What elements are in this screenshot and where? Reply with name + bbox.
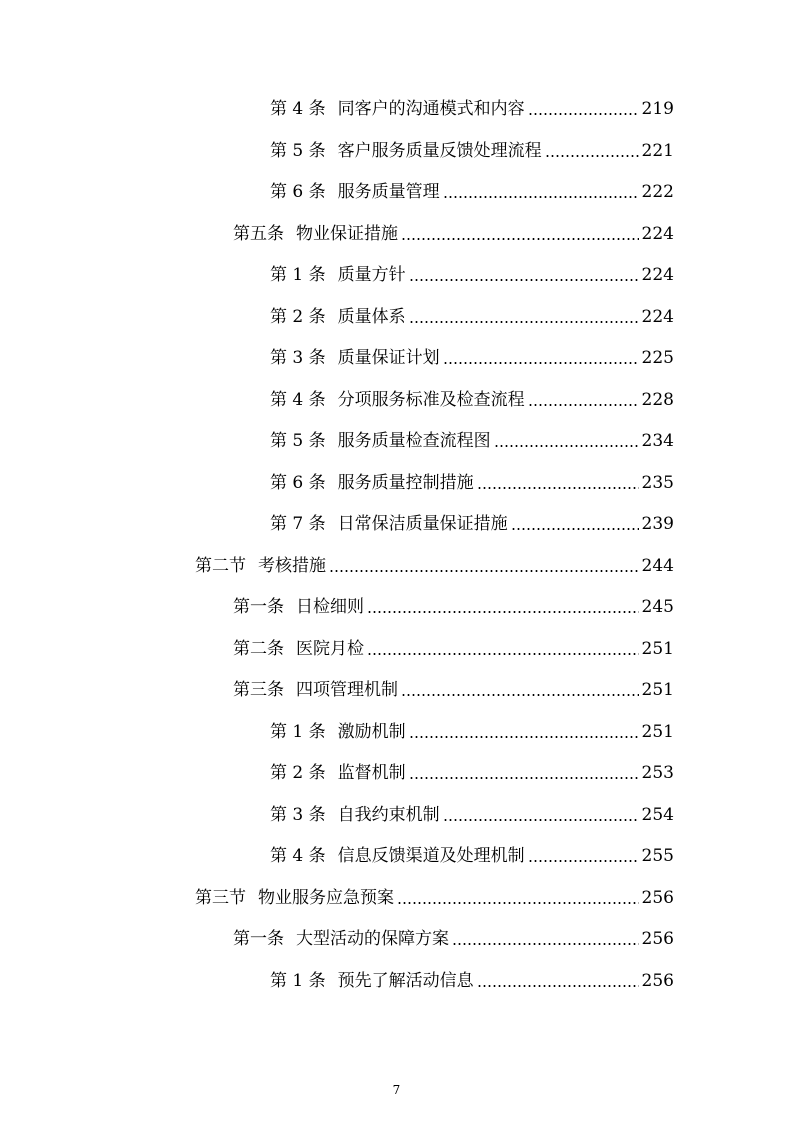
toc-entry[interactable] [270,137,674,165]
toc-leader-dots [367,611,639,613]
toc-entry-page: 251 [641,680,674,700]
toc-entry[interactable] [270,718,674,746]
toc-entry-page: 251 [641,639,674,659]
toc-entry-title: 监督机制 [337,763,406,783]
toc-entry-page: 219 [641,99,674,119]
toc-leader-dots [409,321,639,323]
toc-leader-dots [443,819,639,821]
toc-leader-dots [329,570,639,572]
toc-leader-dots [443,362,639,364]
toc-entry-page: 254 [641,805,674,825]
toc-entry-page: 224 [641,224,674,244]
toc-entry-number: 第 5 条 [270,431,326,451]
toc-entry-title: 预先了解活动信息 [337,971,474,991]
toc-entry-title: 服务质量检查流程图 [337,431,491,451]
toc-entry[interactable] [270,95,674,123]
toc-entry-number: 第二节 [195,556,246,576]
toc-entry[interactable] [270,427,674,455]
toc-leader-dots [397,902,639,904]
toc-entry-number: 第 1 条 [270,265,326,285]
toc-entry-title: 分项服务标准及检查流程 [337,390,525,410]
toc-entry[interactable] [270,510,674,538]
toc-entry-title: 激励机制 [337,722,406,742]
toc-entry-number: 第 2 条 [270,763,326,783]
toc-leader-dots [452,943,639,945]
toc-entry-number: 第 5 条 [270,141,326,161]
toc-entry-page: 244 [641,556,674,576]
toc-entry-page: 221 [641,141,674,161]
toc-entry-title: 自我约束机制 [337,805,440,825]
toc-entry-number: 第 3 条 [270,348,326,368]
toc-leader-dots [528,860,639,862]
toc-leader-dots [409,279,639,281]
toc-leader-dots [443,196,639,198]
toc-leader-dots [401,694,639,696]
toc-entry[interactable] [270,759,674,787]
toc-entry-number: 第 4 条 [270,99,326,119]
toc-entry-page: 224 [641,265,674,285]
toc-entry[interactable] [233,593,674,621]
toc-entry[interactable] [270,967,674,995]
toc-entry-title: 日常保洁质量保证措施 [337,514,508,534]
toc-entry-title: 同客户的沟通模式和内容 [337,99,525,119]
toc-leader-dots [401,238,639,240]
toc-leader-dots [367,653,639,655]
toc-entry-number: 第 7 条 [270,514,326,534]
toc-entry-title: 服务质量控制措施 [337,473,474,493]
toc-entry-number: 第 1 条 [270,722,326,742]
toc-leader-dots [409,777,639,779]
toc-leader-dots [477,985,639,987]
toc-entry-title: 质量体系 [337,307,406,327]
toc-entry-page: 256 [641,888,674,908]
toc-entry-page: 224 [641,307,674,327]
toc-entry-title: 服务质量管理 [337,182,440,202]
toc-entry[interactable] [270,303,674,331]
toc-entry[interactable] [270,842,674,870]
toc-entry-page: 251 [641,722,674,742]
toc-entry-number: 第五条 [233,224,284,244]
toc-entry-number: 第三条 [233,680,284,700]
toc-entry[interactable] [270,801,674,829]
toc-entry-number: 第一条 [233,597,284,617]
toc-entry-title: 物业保证措施 [296,224,398,244]
page-number: 7 [392,1083,401,1097]
toc-entry-title: 四项管理机制 [296,680,398,700]
toc-entry[interactable] [233,676,674,704]
toc-entry-title: 医院月检 [296,639,364,659]
toc-entry-page: 239 [641,514,674,534]
toc-entry[interactable] [195,552,674,580]
toc-entry[interactable] [270,469,674,497]
toc-entry-page: 256 [641,929,674,949]
toc-entry-page: 235 [641,473,674,493]
toc-entry-page: 253 [641,763,674,783]
toc-entry-number: 第 1 条 [270,971,326,991]
toc-entry-number: 第二条 [233,639,284,659]
toc-entry[interactable] [233,925,674,953]
toc-entry-number: 第一条 [233,929,284,949]
toc-entry-number: 第 6 条 [270,182,326,202]
toc-leader-dots [545,155,639,157]
toc-entry-page: 234 [641,431,674,451]
toc-entry-title: 信息反馈渠道及处理机制 [337,846,525,866]
toc-entry-number: 第三节 [195,888,246,908]
toc-leader-dots [528,113,639,115]
toc-entry-number: 第 2 条 [270,307,326,327]
toc-entry-number: 第 3 条 [270,805,326,825]
toc-entry-page: 222 [641,182,674,202]
toc-entry[interactable] [270,344,674,372]
toc-entry[interactable] [270,386,674,414]
toc-leader-dots [511,528,639,530]
toc-leader-dots [528,404,639,406]
toc-entry-title: 考核措施 [258,556,326,576]
toc-entry-title: 日检细则 [296,597,364,617]
toc-leader-dots [494,445,639,447]
toc-entry[interactable] [233,635,674,663]
toc-entry-title: 大型活动的保障方案 [296,929,449,949]
toc-entry-title: 物业服务应急预案 [258,888,394,908]
toc-entry[interactable] [270,261,674,289]
toc-entry[interactable] [233,220,674,248]
toc-entry-page: 225 [641,348,674,368]
toc-entry-number: 第 6 条 [270,473,326,493]
toc-entry-page: 245 [641,597,674,617]
toc-entry-title: 质量保证计划 [337,348,440,368]
toc-entry-title: 质量方针 [337,265,406,285]
toc-entry-page: 255 [641,846,674,866]
toc-entry[interactable] [195,884,674,912]
toc-entry-number: 第 4 条 [270,846,326,866]
toc-leader-dots [409,736,639,738]
toc-entry-page: 256 [641,971,674,991]
toc-leader-dots [477,487,639,489]
toc-entry[interactable] [270,178,674,206]
toc-entry-number: 第 4 条 [270,390,326,410]
toc-entry-title: 客户服务质量反馈处理流程 [337,141,542,161]
toc-entry-page: 228 [641,390,674,410]
